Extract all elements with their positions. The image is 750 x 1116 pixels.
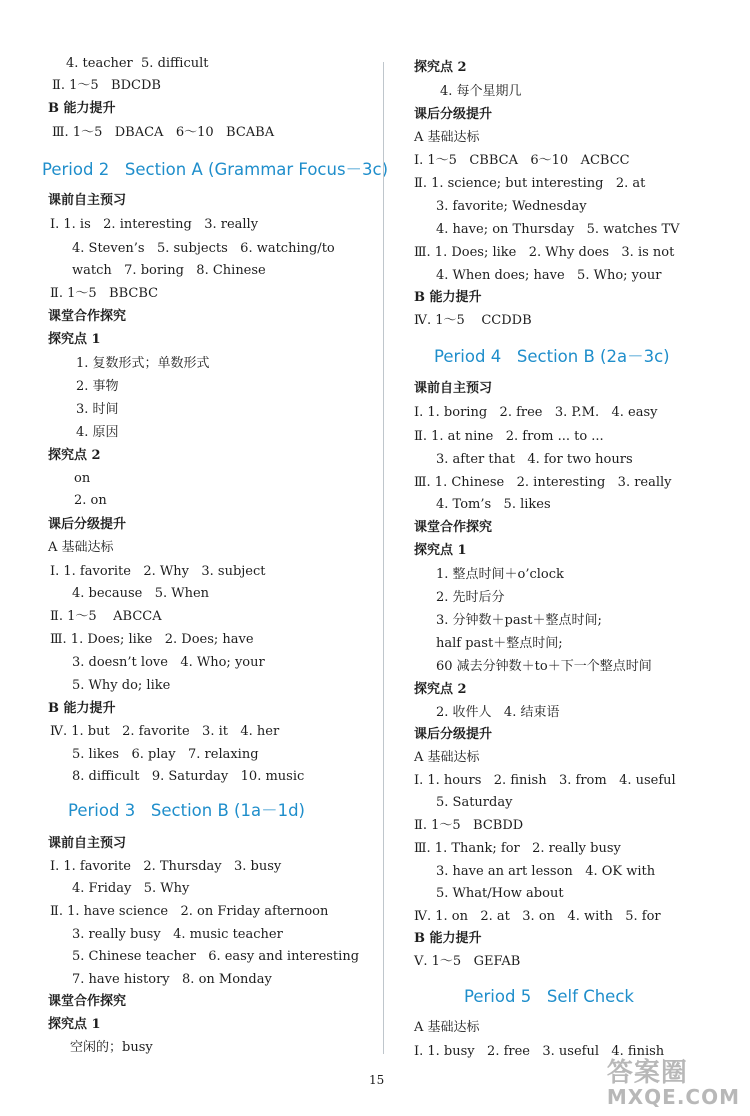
answer-line: 5. Saturday [436,795,513,810]
answer-line: 3. really busy 4. music teacher [72,927,283,942]
answer-line: 5. What/How about [436,886,564,901]
answer-line: A 基础达标 [414,1020,480,1035]
answer-line: 3. 时间 [76,402,119,417]
answer-line: A 基础达标 [48,540,114,555]
answer-line: 2. on [74,493,107,508]
answer-line: A 基础达标 [414,750,480,765]
answer-line: Ⅰ. 1. hours 2. finish 3. from 4. useful [414,773,676,788]
answer-line: Ⅲ. 1. Chinese 2. interesting 3. really [414,475,672,490]
answer-line: 4. Friday 5. Why [72,881,190,896]
answer-line: 60 减去分钟数＋to＋下一个整点时间 [436,659,652,674]
section-heading: 课堂合作探究 [48,994,127,1009]
period-heading: Period 2 Section A (Grammar Focus－3c) [42,160,389,179]
period-heading: Period 3 Section B (1a－1d) [68,801,305,820]
column-divider [383,62,384,1054]
answer-line: 2. 事物 [76,379,119,394]
answer-line: Ⅰ. 1. is 2. interesting 3. really [50,217,259,232]
answer-line: 8. difficult 9. Saturday 10. music [72,769,305,784]
answer-line: 4. Steven’s 5. subjects 6. watching/to [72,241,335,256]
answer-line: on [74,471,91,486]
answer-line: half past＋整点时间; [436,636,563,651]
answer-line: 7. have history 8. on Monday [72,972,272,987]
answer-line: Ⅳ. 1. on 2. at 3. on 4. with 5. for [414,909,661,924]
answer-line: Ⅰ. 1. favorite 2. Why 3. subject [50,564,266,579]
answer-line: 4. 原因 [76,425,119,440]
answer-line: 2. 先时后分 [436,590,505,605]
answer-line: Ⅳ. 1. but 2. favorite 3. it 4. her [50,724,280,739]
answer-line: Ⅲ. 1. Does; like 2. Why does 3. is not [414,245,675,260]
section-heading: 探究点 1 [414,543,467,558]
answer-line: 3. favorite; Wednesday [436,199,587,214]
answer-line: Ⅲ. 1. Does; like 2. Does; have [50,632,254,647]
answer-line: Ⅰ. 1. busy 2. free 3. useful 4. finish [414,1044,665,1059]
answer-line: 2. 收件人 4. 结束语 [436,705,560,720]
section-heading: 课堂合作探究 [48,309,127,324]
answer-line: 4. Tom’s 5. likes [436,497,551,512]
answer-line: Ⅱ. 1～5 BDCDB [52,78,161,93]
section-heading: 课堂合作探究 [414,520,493,535]
answer-line: Ⅰ. 1～5 CBBCA 6～10 ACBCC [414,153,630,168]
watermark-line-2: MXQE.COM [606,1085,740,1109]
answer-line: Ⅱ. 1～5 ABCCA [50,609,162,624]
answer-line: 5. Why do; like [72,678,171,693]
answer-line: Ⅱ. 1～5 BBCBC [50,286,159,301]
section-heading: 课后分级提升 [414,107,493,122]
section-heading: 探究点 1 [48,332,101,347]
section-heading: 课前自主预习 [414,381,493,396]
section-heading: 课后分级提升 [48,517,127,532]
answer-line: Ⅱ. 1. have science 2. on Friday afternoon [50,904,329,919]
section-heading: B 能力提升 [48,101,116,116]
watermark-logo [606,1057,740,1109]
answer-line: 3. have an art lesson 4. OK with [436,864,656,879]
section-heading: 探究点 1 [48,1017,101,1032]
answer-line: 3. after that 4. for two hours [436,452,633,467]
section-heading: 课前自主预习 [48,193,127,208]
answer-line: A 基础达标 [414,130,480,145]
page-number: 15 [369,1073,385,1087]
answer-line: 3. doesn’t love 4. Who; your [72,655,265,670]
period-heading: Period 5 Self Check [464,987,634,1006]
section-heading: 探究点 2 [414,682,467,697]
answer-line: 1. 整点时间＋o’clock [436,567,564,582]
answer-line: Ⅱ. 1. science; but interesting 2. at [414,176,646,191]
answer-line: 空闲的；busy [70,1040,153,1055]
section-heading: B 能力提升 [414,290,482,305]
answer-line: Ⅱ. 1～5 BCBDD [414,818,524,833]
section-heading: 探究点 2 [48,448,101,463]
answer-line: Ⅲ. 1～5 DBACA 6～10 BCABA [52,125,275,140]
answer-line: Ⅰ. 1. favorite 2. Thursday 3. busy [50,859,282,874]
answer-line: 4. have; on Thursday 5. watches TV [436,222,680,237]
answer-line: Ⅱ. 1. at nine 2. from ... to ... [414,429,604,444]
answer-line: 4. When does; have 5. Who; your [436,268,662,283]
answer-line: 1. 复数形式；单数形式 [76,356,210,371]
section-heading: B 能力提升 [48,701,116,716]
watermark-line-1: 答案圈 [606,1057,688,1088]
section-heading: 探究点 2 [414,60,467,75]
section-heading: B 能力提升 [414,931,482,946]
answer-line: 5. likes 6. play 7. relaxing [72,747,259,762]
period-heading: Period 4 Section B (2a－3c) [434,347,670,366]
answer-line: 5. Chinese teacher 6. easy and interesting [72,949,360,964]
answer-line: Ⅰ. 1. boring 2. free 3. P.M. 4. easy [414,405,658,420]
answer-line: 4. 每个星期几 [440,84,522,99]
section-heading: 课前自主预习 [48,836,127,851]
answer-line: watch 7. boring 8. Chinese [72,263,266,278]
section-heading: 课后分级提升 [414,727,493,742]
answer-line: Ⅴ. 1～5 GEFAB [414,954,521,969]
answer-line: 4. teacher 5. difficult [66,56,209,71]
answer-line: Ⅲ. 1. Thank; for 2. really busy [414,841,621,856]
answer-line: 4. because 5. When [72,586,210,601]
answer-line: 3. 分钟数＋past＋整点时间; [436,613,602,628]
answer-line: Ⅳ. 1～5 CCDDB [414,313,532,328]
